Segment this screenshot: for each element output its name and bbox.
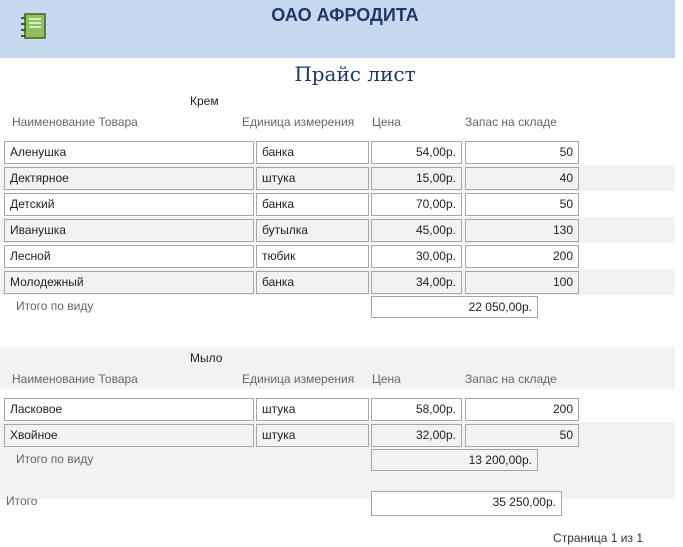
cell-price: 30,00р. bbox=[371, 245, 462, 268]
subtotal-band bbox=[0, 447, 675, 499]
cell-stock: 40 bbox=[465, 167, 579, 190]
column-header-unit: Единица измерения bbox=[242, 372, 355, 386]
column-header-name: Наименование Товара bbox=[12, 372, 138, 386]
report-title: Прайс лист bbox=[294, 62, 416, 86]
cell-price: 15,00р. bbox=[371, 167, 462, 190]
column-header-price: Цена bbox=[372, 372, 401, 386]
cell-unit: штука bbox=[256, 424, 369, 447]
cell-unit: банка bbox=[256, 271, 369, 294]
report-header bbox=[0, 0, 675, 58]
cell-name: Детский bbox=[4, 193, 254, 216]
cell-stock: 130 bbox=[465, 219, 579, 242]
subtotal-value: 13 200,00р. bbox=[371, 449, 538, 471]
cell-stock: 100 bbox=[465, 271, 579, 294]
cell-name: Дектярное bbox=[4, 167, 254, 190]
subtotal-label: Итого по виду bbox=[16, 299, 94, 313]
cell-stock: 200 bbox=[465, 398, 579, 421]
cell-name: Иванушка bbox=[4, 219, 254, 242]
total-value: 35 250,00р. bbox=[371, 491, 562, 516]
cell-name: Ласковое bbox=[4, 398, 254, 421]
cell-price: 54,00р. bbox=[371, 141, 462, 164]
cell-unit: бутылка bbox=[256, 219, 369, 242]
cell-unit: банка bbox=[256, 193, 369, 216]
cell-unit: банка bbox=[256, 141, 369, 164]
column-header-stock: Запас на складе bbox=[465, 115, 557, 129]
column-header-price: Цена bbox=[372, 115, 401, 129]
page-number: Страница 1 из 1 bbox=[553, 531, 643, 545]
cell-stock: 200 bbox=[465, 245, 579, 268]
company-name: ОАО АФРОДИТА bbox=[271, 5, 419, 25]
cell-name: Хвойное bbox=[4, 424, 254, 447]
group-label: Мыло bbox=[190, 351, 223, 365]
cell-unit: тюбик bbox=[256, 245, 369, 268]
column-header-stock: Запас на складе bbox=[465, 372, 557, 386]
total-label: Итого bbox=[6, 494, 38, 508]
cell-stock: 50 bbox=[465, 424, 579, 447]
subtotal-label: Итого по виду bbox=[16, 452, 94, 466]
cell-name: Молодежный bbox=[4, 271, 254, 294]
column-header-name: Наименование Товара bbox=[12, 115, 138, 129]
column-header-unit: Единица измерения bbox=[242, 115, 355, 129]
cell-unit: штука bbox=[256, 398, 369, 421]
cell-price: 58,00р. bbox=[371, 398, 462, 421]
cell-price: 70,00р. bbox=[371, 193, 462, 216]
cell-name: Лесной bbox=[4, 245, 254, 268]
cell-price: 45,00р. bbox=[371, 219, 462, 242]
subtotal-value: 22 050,00р. bbox=[371, 296, 538, 318]
cell-price: 32,00р. bbox=[371, 424, 462, 447]
notebook-icon bbox=[20, 12, 48, 40]
cell-name: Аленушка bbox=[4, 141, 254, 164]
cell-stock: 50 bbox=[465, 141, 579, 164]
group-label: Крем bbox=[190, 94, 219, 108]
cell-price: 34,00р. bbox=[371, 271, 462, 294]
cell-stock: 50 bbox=[465, 193, 579, 216]
cell-unit: штука bbox=[256, 167, 369, 190]
